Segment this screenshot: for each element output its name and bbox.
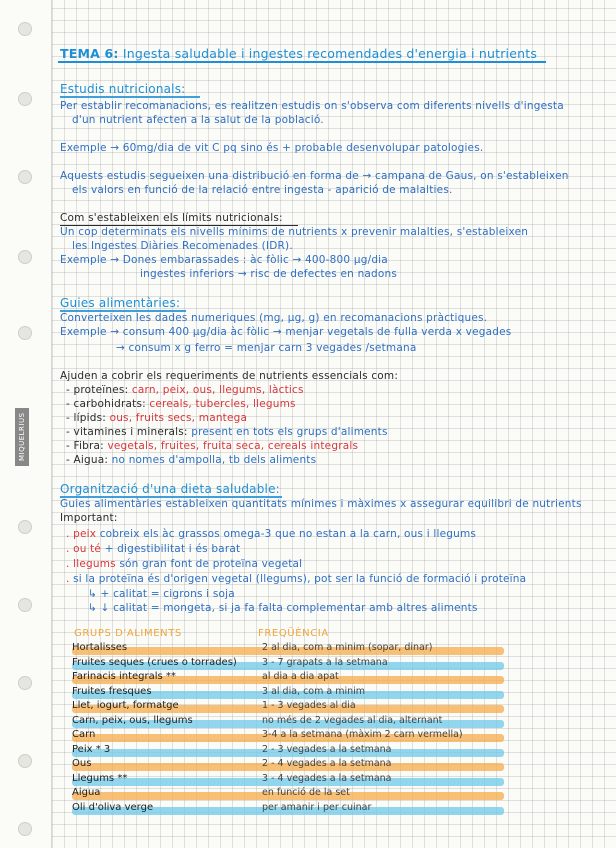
food-group-cell: Oli d'oliva verge <box>72 801 154 813</box>
table-row <box>72 673 504 685</box>
food-group-cell: Hortalisses <box>72 642 128 653</box>
nutrient-label: proteïnes: <box>73 384 129 396</box>
heading-guies: Guies alimentàries: <box>60 296 181 310</box>
table-row <box>72 644 504 656</box>
food-group-cell: Carn, peix, ous, llegums <box>72 714 193 726</box>
table-row <box>72 743 504 758</box>
food-group-cell: Llet, iogurt, formatge <box>72 700 179 711</box>
text-line: Per establir recomanacions, es realitzen estudis on s'observa com diferents nivells d'ingesta <box>60 100 564 112</box>
example-line: Exemple → Dones embarassades : àc fòlic → 400-800 μg/dia <box>60 254 388 266</box>
nutrient-item: - vitamines i minerals: present en tots els grups d'aliments <box>66 426 388 438</box>
item-text: són gran font de proteïna vegetal <box>119 558 303 570</box>
heading-organitzacio: Organització d'una dieta saludable: <box>60 482 280 496</box>
frequency-cell: al dia a dia apat <box>262 671 339 682</box>
important-item: . si la proteïna és d'origen vegetal (llegums), pot ser la funció de formació i proteïna <box>66 573 527 585</box>
text-line: Converteixen les dades numeriques (mg, μg, g) en recomanacions pràctiques. <box>60 312 488 324</box>
nutrient-item: - Aigua: no nomes d'ampolla, tb dels aliments <box>66 454 317 466</box>
punch-hole <box>18 676 32 690</box>
frequency-cell: 3 al dia, com a minim <box>262 685 366 697</box>
important-item: . llegums són gran font de proteïna vegetal <box>66 558 303 570</box>
food-group-cell: Aigua <box>72 787 101 798</box>
table-row <box>72 685 504 700</box>
important-subitem: ↳ ↓ calitat = mongeta, si ja fa falta complementar amb altres aliments <box>88 602 478 614</box>
nutrient-value: present en tots els grups d'aliments <box>191 426 388 438</box>
binder-margin <box>0 0 52 848</box>
text-line: Ajuden a cobrir els requeriments de nutrients essencials com: <box>60 370 399 382</box>
nutrient-label: vitamines i minerals: <box>73 426 188 438</box>
nutrient-item: - Fibra: vegetals, fruites, fruita seca, cereals integrals <box>66 440 359 452</box>
heading-underline <box>60 96 200 98</box>
food-group-cell: Peix * 3 <box>72 743 111 755</box>
page-title <box>60 46 537 61</box>
punch-hole <box>18 170 32 184</box>
nutrient-label: Aigua: <box>73 454 109 466</box>
item-highlight: llegums <box>73 558 116 570</box>
table-row <box>72 714 504 729</box>
frequency-cell: 3 - 4 vegades a la setmana <box>262 772 392 784</box>
frequency-cell: 3-4 a la setmana (màxim 2 carn vermella) <box>262 729 463 740</box>
table-row <box>72 656 504 671</box>
nutrient-item: - lípids: ous, fruits secs, mantega <box>66 412 248 424</box>
food-group-cell: Ous <box>72 758 92 769</box>
important-subitem: ↳ + calitat = cigrons i soja <box>88 588 235 600</box>
food-group-cell: Llegums ** <box>72 772 128 784</box>
frequency-cell: no més de 2 vegades al dia, alternant <box>262 714 443 726</box>
nutrient-item: - proteïnes: carn, peix, ous, llegums, làctics <box>66 384 304 396</box>
title-number: TEMA 6: <box>60 46 119 61</box>
item-highlight: ou té <box>73 543 102 555</box>
heading-estudis: Estudis nutricionals: <box>60 82 186 96</box>
nutrient-item: - carbohidrats: cereals, tubercles, llegums <box>66 398 296 410</box>
important-item: . ou té + digestibilitat i és barat <box>66 543 241 555</box>
example-line: Exemple → consum 400 μg/dia àc fòlic → menjar vegetals de fulla verda x vegades <box>60 326 512 338</box>
nutrient-value: vegetals, fruites, fruita seca, cereals integrals <box>107 440 359 452</box>
food-group-cell: Carn <box>72 729 96 740</box>
food-group-cell: Farinacis integrals ** <box>72 671 176 682</box>
text-line: Aquests estudis segueixen una distribució en forma de → campana de Gaus, on s'estableixen <box>60 170 569 182</box>
nutrient-label: carbohidrats: <box>73 398 146 410</box>
table-row <box>72 801 504 816</box>
table-row <box>72 760 504 772</box>
important-label: Important: <box>60 512 118 524</box>
example-line: Exemple → 60mg/dia de vit C pq sino és + probable desenvolupar patologies. <box>60 142 484 154</box>
table-row <box>72 789 504 801</box>
punch-hole <box>18 22 32 36</box>
example-line: → consum x g ferro = menjar carn 3 vegades /setmana <box>116 342 417 354</box>
nutrient-label: Fibra: <box>73 440 104 452</box>
punch-hole <box>18 754 32 768</box>
text-line: els valors en funció de la relació entre ingesta - aparició de malalties. <box>72 184 453 196</box>
item-text: cobreix els àc grassos omega-3 que no estan a la carn, ous i llegums <box>99 528 477 540</box>
nutrient-value: no nomes d'ampolla, tb dels aliments <box>111 454 317 466</box>
heading-limits: Com s'estableixen els límits nutricionals: <box>60 212 283 224</box>
text-line: les Ingestes Diàries Recomenades (IDR). <box>72 240 293 252</box>
table-row <box>72 731 504 743</box>
nutrient-value: cereals, tubercles, llegums <box>149 398 296 410</box>
text-line: Guies alimentàries estableixen quantitats mínimes i màximes x assegurar equilibri de nutrients <box>60 498 582 510</box>
punch-hole <box>18 326 32 340</box>
punch-hole <box>18 92 32 106</box>
frequency-cell: en funció de la set <box>262 787 350 798</box>
nutrient-value: ous, fruits secs, mantega <box>109 412 248 424</box>
punch-hole <box>18 598 32 612</box>
nutrient-label: lípids: <box>73 412 107 424</box>
important-item: . peix cobreix els àc grassos omega-3 que no estan a la carn, ous i llegums <box>66 528 477 540</box>
frequency-cell: 2 - 4 vegades a la setmana <box>262 758 392 769</box>
text-line: d'un nutrient afecten a la salut de la població. <box>72 114 324 126</box>
table-header-group: GRUPS D'ALIMENTS <box>74 628 182 639</box>
item-text: si la proteïna és d'origen vegetal (llegums), pot ser la funció de formació i proteïna <box>73 573 527 585</box>
nutrient-value: carn, peix, ous, llegums, làctics <box>131 384 304 396</box>
punch-hole <box>18 520 32 534</box>
frequency-cell: 3 - 7 grapats a la setmana <box>262 656 388 668</box>
food-group-cell: Fruites fresques <box>72 685 152 697</box>
table-row <box>72 702 504 714</box>
frequency-cell: 1 - 3 vegades al dia <box>262 700 356 711</box>
text-line: Un cop determinats els nivells mínims de nutrients x prevenir malalties, s'estableixen <box>60 226 529 238</box>
frequency-cell: per amanir i per cuinar <box>262 801 372 813</box>
item-text: + digestibilitat i és barat <box>104 543 241 555</box>
title-underline <box>58 61 546 63</box>
frequency-cell: 2 al dia, com a minim (sopar, dinar) <box>262 642 433 653</box>
brand-logo: MIQUELRIUS <box>15 408 29 466</box>
frequency-cell: 2 - 3 vegades a la setmana <box>262 743 392 755</box>
item-highlight: peix <box>73 528 97 540</box>
punch-hole <box>18 250 32 264</box>
table-header-frequency: FREQÜÈNCIA <box>258 628 329 639</box>
punch-hole <box>18 822 32 836</box>
title-text: Ingesta saludable i ingestes recomendades d'energia i nutrients <box>122 46 538 61</box>
table-row <box>72 772 504 787</box>
food-group-cell: Fruites seques (crues o torrades) <box>72 656 237 668</box>
example-line: ingestes inferiors → risc de defectes en nadons <box>140 268 398 280</box>
